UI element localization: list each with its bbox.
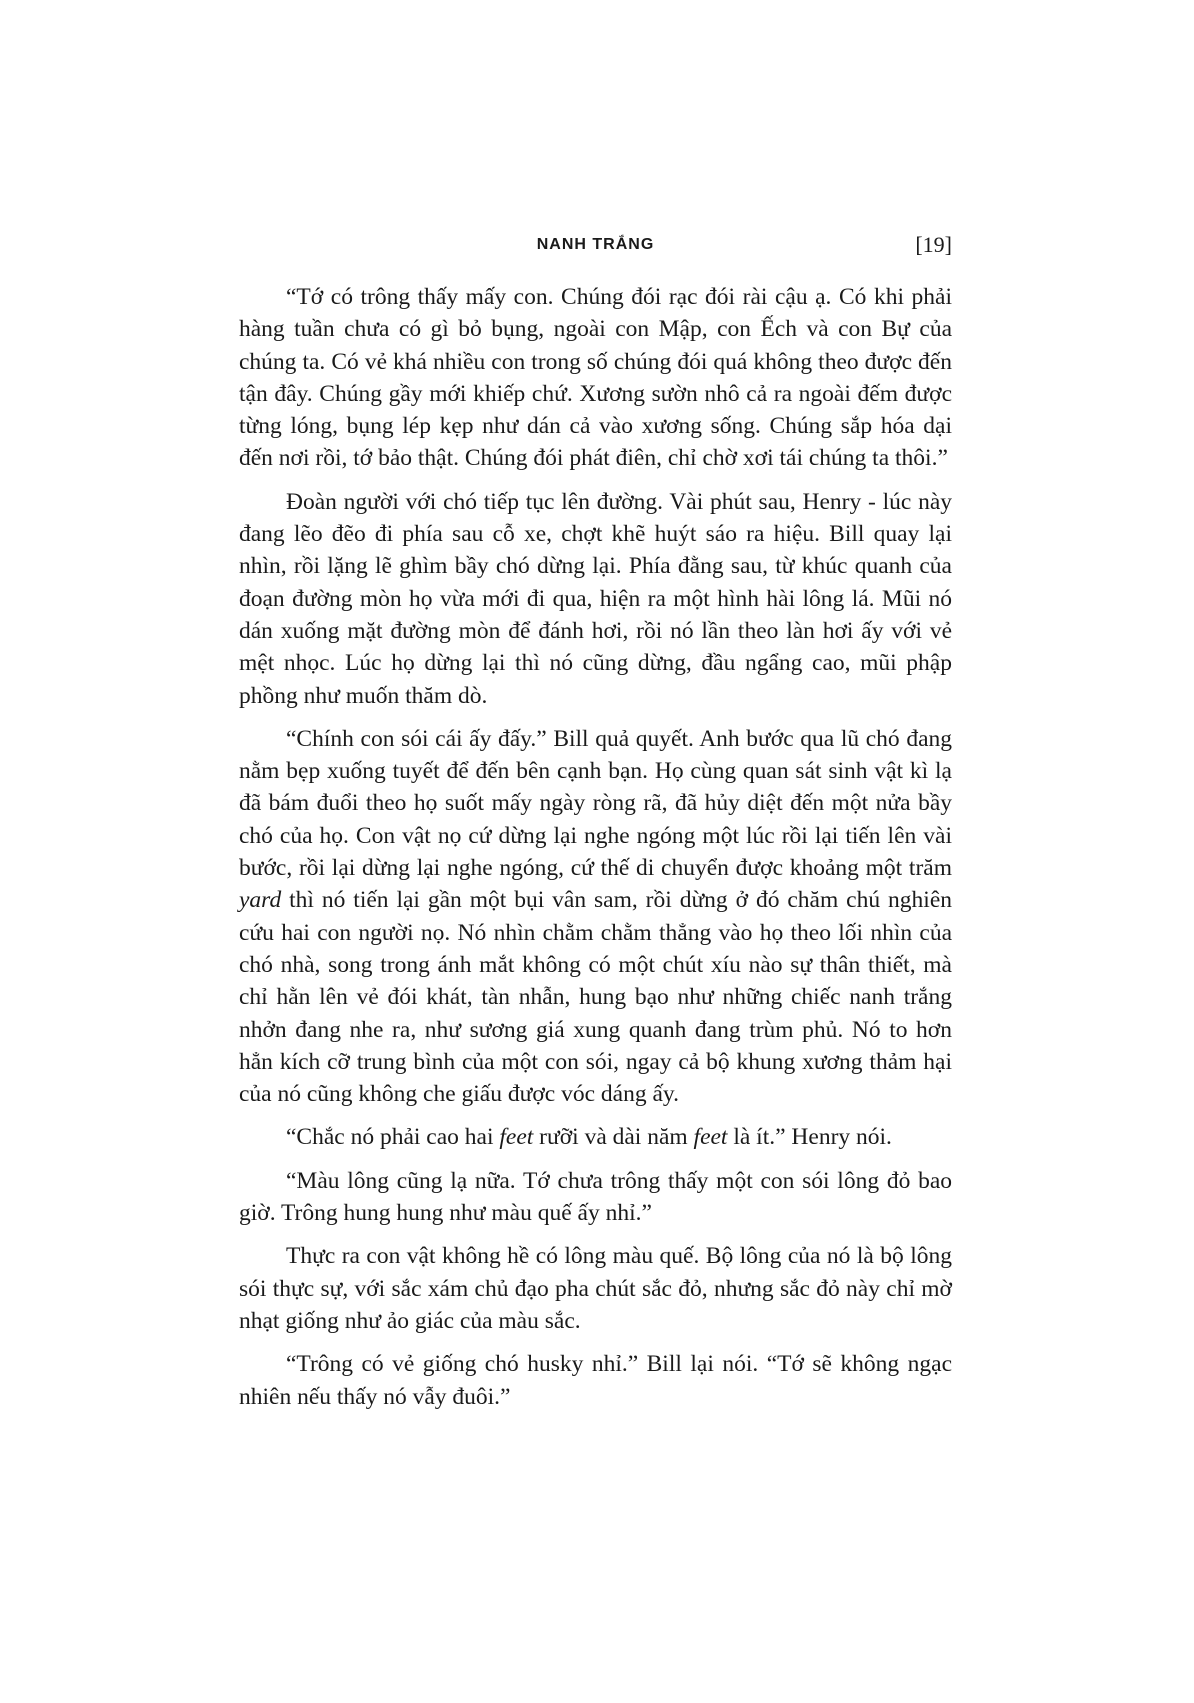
page-header [239, 232, 952, 266]
text-run: là ít.” Henry nói. [727, 1124, 892, 1151]
paragraph [239, 723, 952, 1111]
running-title: NANH TRẮNG [536, 236, 655, 253]
page-number: [19] [915, 232, 952, 257]
paragraph: “Trông có vẻ giống chó husky nhỉ.” Bill lại nói. “Tớ sẽ không ngạc nhiên nếu thấy nó vẫy đuôi.” [239, 1351, 952, 1410]
italic-term: yard [239, 887, 282, 914]
text-run: “Chính con sói cái ấy đấy.” Bill quả quyết. Anh bước qua lũ chó đang nằm bẹp xuống tuyết để đến bên cạnh bạn. Họ cùng quan sát sinh vật kì lạ đã bám đuổi theo họ suốt mấy ngày ròng rã, đã hủy diệt đến một nửa bầy chó của họ. Con vật nọ cứ dừng lại nghe ngóng một lúc rồi lại tiến lên vài bước, rồi lại dừng lại nghe ngóng, cứ thế di chuyển được khoảng một trăm [239, 725, 952, 882]
paragraph: Thực ra con vật không hề có lông màu quế. Bộ lông của nó là bộ lông sói thực sự, với sắc xám chủ đạo pha chút sắc đỏ, nhưng sắc đỏ này chỉ mờ nhạt giống như ảo giác của màu sắc. [239, 1243, 952, 1334]
body-text [239, 281, 952, 1424]
paragraph: Đoàn người với chó tiếp tục lên đường. Vài phút sau, Henry - lúc này đang lẽo đẽo đi phía sau cỗ xe, chợt khẽ huýt sáo ra hiệu. Bill quay lại nhìn, rồi lặng lẽ ghìm bầy chó dừng lại. Phía đằng sau, từ khúc quanh của đoạn đường mòn họ vừa mới đi qua, hiện ra một hình hài lông lá. Mũi nó dán xuống mặt đường mòn để đánh hơi, rồi nó lần theo làn hơi ấy với vẻ mệt nhọc. Lúc họ dừng lại thì nó cũng dừng, đầu ngẩng cao, mũi phập phồng như muốn thăm dò. [239, 488, 952, 709]
text-run: “Chắc nó phải cao hai [286, 1124, 500, 1151]
paragraph: “Màu lông cũng lạ nữa. Tớ chưa trông thấy một con sói lông đỏ bao giờ. Trông hung hung như màu quế ấy nhỉ.” [239, 1167, 952, 1227]
italic-term: feet [499, 1124, 534, 1151]
paragraph: “Tớ có trông thấy mấy con. Chúng đói rạc đói rài cậu ạ. Có khi phải hàng tuần chưa có gì bỏ bụng, ngoài con Mập, con Ếch và con Bự của chúng ta. Có vẻ khá nhiều con trong số chúng đói quá không theo được đến tận đây. Chúng gầy mới khiếp chứ. Xương sườn nhô cả ra ngoài đếm được từng lóng, bụng lép kẹp như dán cả vào xương sống. Chúng sắp hóa dại đến nơi rồi, tớ bảo thật. Chúng đói phát điên, chỉ chờ xơi tái chúng ta thôi.” [239, 284, 952, 472]
italic-term: feet [693, 1124, 728, 1151]
text-run: rưỡi và dài năm [533, 1124, 694, 1151]
paragraph [239, 1121, 952, 1153]
text-run: thì nó tiến lại gần một bụi vân sam, rồi dừng ở đó chăm chú nghiên cứu hai con người nọ. Nó nhìn chằm chằm thẳng vào họ theo lối nhìn của chó nhà, song trong ánh mắt không có một chút xíu nào sự thân thiết, mà chỉ hằn lên vẻ đói khát, tàn nhẫn, hung bạo như những chiếc nanh trắng nhởn đang nhe ra, như sương giá xung quanh đang trùm phủ. Nó to hơn hẳn kích cỡ trung bình của một con sói, ngay cả bộ khung xương thảm hại của nó cũng không che giấu được vóc dáng ấy. [239, 887, 952, 1108]
